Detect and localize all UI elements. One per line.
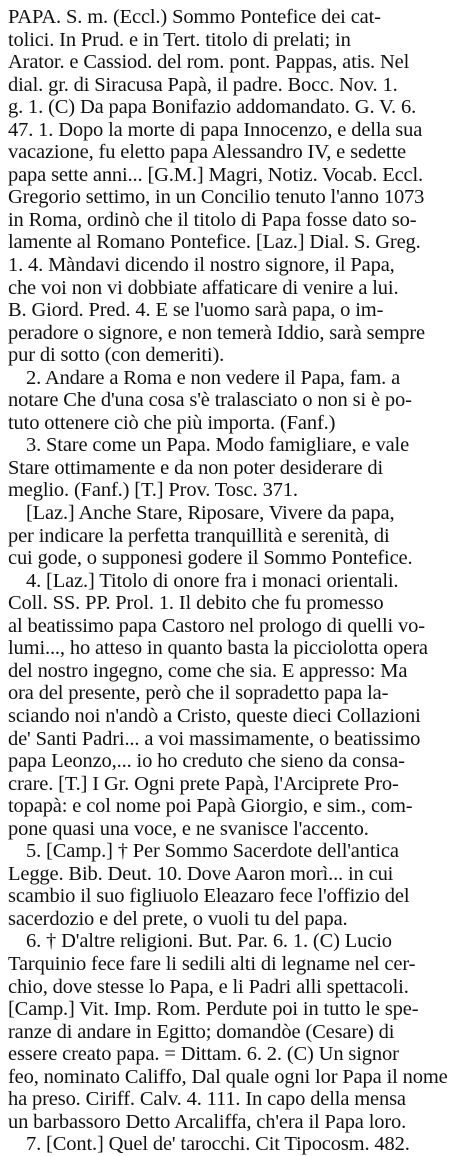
entry-line: tolici. In Prud. e in Tert. titolo di prelati; in (8, 28, 351, 51)
entry-line: ha preso. Ciriff. Calv. 4. 111. In capo della mensa (8, 1088, 406, 1111)
entry-line: g. 1. (C) Da papa Bonifazio addomandato. G. V. 6. (8, 96, 417, 119)
entry-line: ranze di andare in Egitto; domandòe (Cesare) di (8, 1020, 395, 1043)
entry-line: Stare ottimamente e da non poter desiderare di (8, 456, 384, 479)
entry-line: dial. gr. di Siracusa Papà, il padre. Bocc. Nov. 1. (8, 73, 398, 96)
entry-line: sciando noi n'andò a Cristo, queste dieci Collazioni (8, 704, 421, 727)
entry-line: lamente al Romano Pontefice. [Laz.] Dial. S. Greg. (8, 231, 421, 254)
entry-line: vacazione, fu eletto papa Alessandro IV, e sedette (8, 141, 406, 164)
entry-line: Legge. Bib. Deut. 10. Dove Aaron morì... in cui (8, 862, 394, 885)
entry-line: scambio il suo figliuolo Eleazaro fece l'offizio del (8, 885, 410, 908)
entry-line: al beatissimo papa Castoro nel prologo di quelli vo- (8, 614, 425, 637)
entry-line: Coll. SS. PP. Prol. 1. Il debito che fu promesso (8, 592, 384, 615)
entry-line: un barbassoro Detto Arcaliffa, ch'era il Papa loro. (8, 1110, 407, 1133)
entry-line: peradore o signore, e non temerà Iddio, sarà sempre (8, 321, 425, 344)
entry-line: B. Giord. Pred. 4. E se l'uomo sarà papa, o im- (8, 299, 384, 322)
entry-line: del nostro ingegno, come che sia. E appresso: Ma (8, 659, 408, 682)
sense-6-line: 6. † D'altre religioni. But. Par. 6. 1. (C) Lucio (26, 930, 392, 953)
entry-line: Tarquinio fece fare li sedili alti di legname nel cer- (8, 952, 416, 975)
entry-line: meglio. (Fanf.) [T.] Prov. Tosc. 371. (8, 479, 298, 502)
entry-line: papa sette anni... [G.M.] Magri, Notiz. Vocab. Eccl. (8, 163, 423, 186)
entry-line: papa Leonzo,... io ho creduto che sieno da consa- (8, 750, 405, 773)
entry-line: che voi non vi dobbiate affaticare di venire a lui. (8, 276, 399, 299)
entry-line: topapà: e col nome poi Papà Giorgio, e sim., com- (8, 795, 413, 818)
entry-line: de' Santi Padri... a voi massimamente, o beatissimo (8, 727, 421, 750)
sense-4-line: 4. [Laz.] Titolo di onore fra i monaci orientali. (26, 569, 399, 592)
sense-3-line: 3. Stare come un Papa. Modo famigliare, e vale (26, 434, 410, 457)
sense-2-line: 2. Andare a Roma e non vedere il Papa, fam. a (26, 366, 401, 389)
entry-line: pur di sotto (con demeriti). (8, 344, 225, 367)
entry-line: [Camp.] Vit. Imp. Rom. Perdute poi in tutto le spe- (8, 998, 419, 1021)
entry-line: 47. 1. Dopo la morte di papa Innocenzo, e della sua (8, 118, 423, 141)
entry-line: pone quasi una voce, e ne svanisce l'accento. (8, 817, 369, 840)
entry-line: essere creato papa. = Dittam. 6. 2. (C) Un signor (8, 1043, 399, 1066)
entry-line: chio, dove stesse lo Papa, e li Padri alli spettacoli. (8, 975, 409, 998)
entry-line: notare Che d'una cosa s'è tralasciato o non si è po- (8, 389, 412, 412)
entry-line: Gregorio settimo, in un Concilio tenuto l'anno 1073 (8, 186, 425, 209)
entry-line: cui gode, o supponesi godere il Sommo Pontefice. (8, 547, 413, 570)
sense-5-line: 5. [Camp.] † Per Sommo Sacerdote dell'antica (26, 840, 399, 863)
sense-7-line: 7. [Cont.] Quel de' tarocchi. Cit Tipocosm. 482. (26, 1133, 410, 1156)
entry-line: [Laz.] Anche Stare, Riposare, Vivere da papa, (26, 502, 395, 525)
entry-line: feo, nominato Califfo, Dal quale ogni lor Papa il nome (8, 1065, 448, 1088)
entry-line: tuto ottenere ciò che più importa. (Fanf.) (8, 411, 336, 434)
entry-line: crare. [T.] I Gr. Ogni prete Papà, l'Arciprete Pro- (8, 772, 399, 795)
entry-line: 1. 4. Màndavi dicendo il nostro signore, il Papa, (8, 254, 395, 277)
entry-line: PAPA. S. m. (Eccl.) Sommo Pontefice dei cat- (8, 6, 381, 28)
entry-line: in Roma, ordinò che il titolo di Papa fosse dato so- (8, 208, 417, 231)
entry-line: Arator. e Cassiod. del rom. pont. Pappas, atis. Nel (8, 51, 410, 74)
entry-line: ora del presente, però che il sopradetto papa la- (8, 682, 389, 705)
entry-line: per indicare la perfetta tranquillità e serenità, di (8, 524, 390, 547)
entry-line: lumi..., ho atteso in quanto basta la picciolotta opera (8, 637, 428, 660)
entry-line: sacerdozio e del prete, o vuoli tu del papa. (8, 907, 348, 930)
